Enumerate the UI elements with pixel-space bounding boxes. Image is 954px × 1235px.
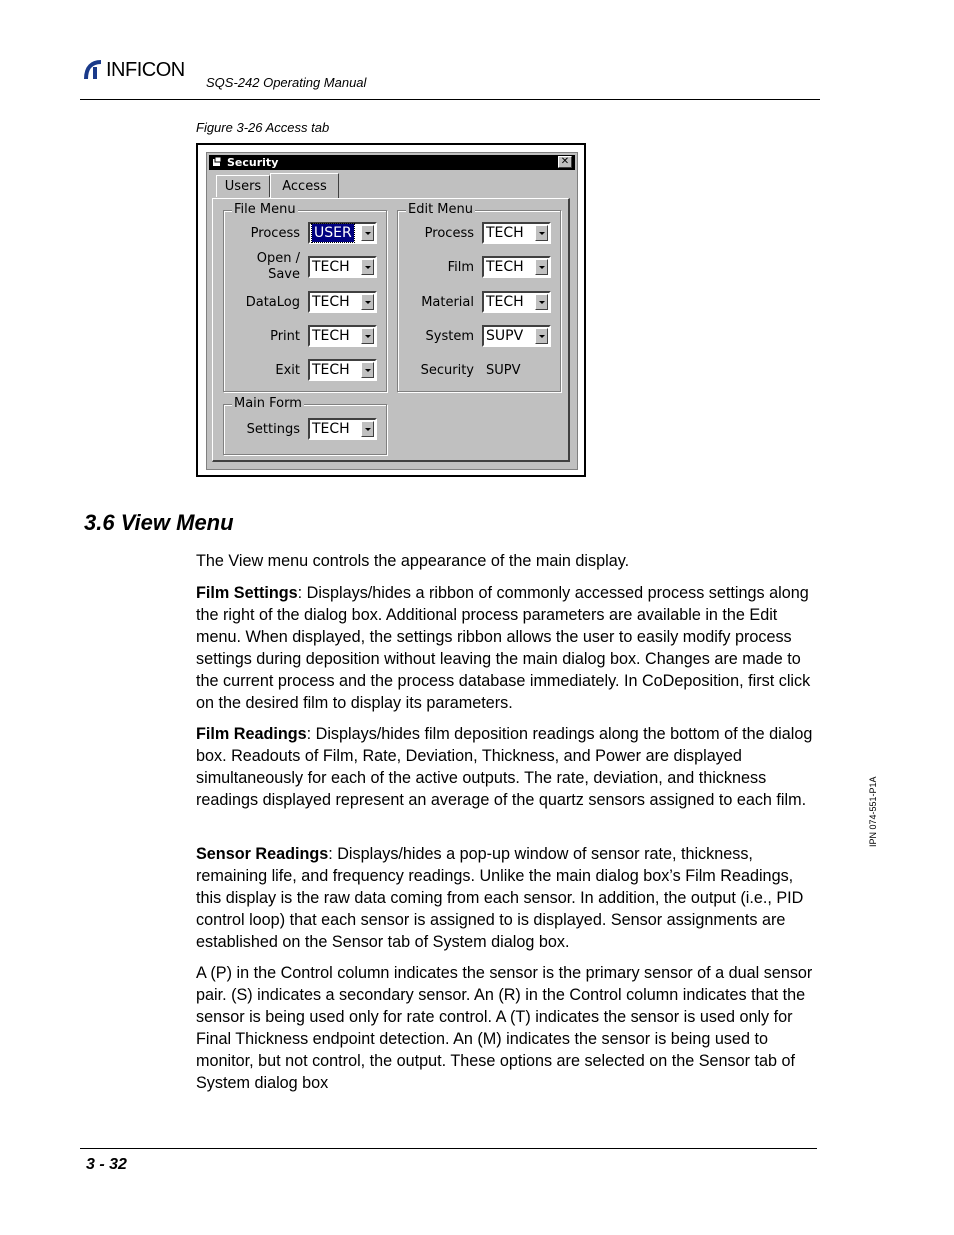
- edit-menu-title: Edit Menu: [408, 202, 473, 217]
- edit-process-select[interactable]: [482, 222, 551, 244]
- file-open-label: Open /: [256, 251, 300, 266]
- file-process-select[interactable]: [308, 222, 377, 244]
- sensor-readings-text: : Displays/hides a pop-up window of sensor rate, thickness, remaining life, and frequency readings. Unlike the main dialog box’s Film Readings, this display is the raw data coming from each sensor. In addition, the output (i.e., PID control loop) that each sensor is assigned to is displayed. Sensor assignments are established on the Sensor tab of System dialog box.: [196, 845, 804, 951]
- chevron-down-icon: [539, 335, 545, 338]
- close-icon: ✕: [560, 156, 570, 167]
- main-settings-select[interactable]: [308, 418, 377, 440]
- chevron-down-icon: [539, 301, 545, 304]
- file-menu-group: [223, 202, 387, 392]
- page-number: 3 - 32: [86, 1156, 127, 1173]
- control-column-paragraph: A (P) in the Control column indicates the sensor is the primary sensor of a dual sensor pair. (S) indicates a secondary sensor. An (R) in the Control column indicates that the sensor is being used only for rate control. A (T) indicates the sensor is used only for Final Thickness endpoint detection. An (M) indicates the sensor is being used to monitor, but not control, the output. These options are selected on the Sensor tab of System dialog box: [196, 964, 813, 1092]
- file-print-dropdown-button[interactable]: [361, 328, 374, 344]
- footer-rule: [80, 1148, 817, 1149]
- tab-access[interactable]: Access: [270, 173, 339, 199]
- file-datalog-label: DataLog: [245, 295, 300, 310]
- section-title: 3.6 View Menu: [84, 510, 234, 535]
- file-open-save-value: TECH: [312, 259, 350, 275]
- file-open-save-dropdown-button[interactable]: [361, 259, 374, 275]
- film-readings-paragraph: [196, 723, 816, 811]
- main-settings-label: Settings: [246, 422, 300, 437]
- edit-system-value: SUPV: [486, 328, 524, 344]
- tab-users[interactable]: Users: [216, 175, 270, 197]
- header-rule: [80, 99, 820, 100]
- edit-film-dropdown-button[interactable]: [535, 259, 548, 275]
- edit-material-dropdown-button[interactable]: [535, 294, 548, 310]
- edit-process-label: Process: [424, 226, 474, 241]
- chevron-down-icon: [539, 232, 545, 235]
- chevron-down-icon: [365, 369, 371, 372]
- inficon-logo-icon: [82, 59, 104, 81]
- manual-title: SQS-242 Operating Manual: [206, 75, 367, 90]
- edit-film-value: TECH: [486, 259, 524, 275]
- logo-text: INFICON: [106, 58, 185, 81]
- chevron-down-icon: [365, 266, 371, 269]
- dialog-title: Security: [227, 156, 279, 169]
- file-datalog-select[interactable]: [308, 291, 377, 313]
- edit-system-select[interactable]: [482, 325, 551, 347]
- film-readings-term: Film Readings: [196, 725, 307, 743]
- film-settings-paragraph: [196, 582, 816, 714]
- edit-system-dropdown-button[interactable]: [535, 328, 548, 344]
- main-settings-dropdown-button[interactable]: [361, 421, 374, 437]
- main-form-title: Main Form: [234, 396, 302, 411]
- file-datalog-value: TECH: [312, 294, 350, 310]
- file-print-value: TECH: [312, 328, 350, 344]
- main-settings-value: TECH: [312, 421, 350, 437]
- file-print-select[interactable]: [308, 325, 377, 347]
- film-settings-term: Film Settings: [196, 584, 298, 602]
- intro-paragraph: The View menu controls the appearance of the main display.: [196, 552, 630, 570]
- file-open-save-select[interactable]: [308, 256, 377, 278]
- edit-process-value: TECH: [486, 225, 524, 241]
- file-save-label: Save: [268, 267, 300, 282]
- main-form-group: [223, 396, 387, 455]
- edit-film-label: Film: [447, 260, 474, 275]
- file-exit-select[interactable]: [308, 359, 377, 381]
- access-tab-panel: [212, 198, 570, 462]
- film-readings-text: : Displays/hides film deposition readings along the bottom of the dialog box. Readouts of Film, Rate, Deviation, Thickness, and Power are displayed simultaneously for each of the active outputs. The rate, deviation, and thickness readings displayed represent an average of the quartz sensors assigned to each film.: [196, 725, 813, 809]
- edit-system-label: System: [425, 329, 474, 344]
- file-exit-label: Exit: [275, 363, 300, 378]
- file-process-label: Process: [250, 226, 300, 241]
- sensor-readings-paragraph: [196, 843, 816, 953]
- chevron-down-icon: [539, 266, 545, 269]
- file-process-value: USER: [314, 225, 352, 241]
- file-menu-title: File Menu: [234, 202, 296, 217]
- edit-film-select[interactable]: [482, 256, 551, 278]
- edit-menu-group: [397, 202, 561, 392]
- file-process-dropdown-button[interactable]: [361, 225, 374, 241]
- chevron-down-icon: [365, 335, 371, 338]
- inficon-logo: [82, 58, 185, 82]
- chevron-down-icon: [365, 428, 371, 431]
- edit-process-dropdown-button[interactable]: [535, 225, 548, 241]
- chevron-down-icon: [365, 232, 371, 235]
- file-exit-dropdown-button[interactable]: [361, 362, 374, 378]
- dialog-titlebar[interactable]: [209, 155, 575, 170]
- security-dialog: [206, 152, 578, 470]
- close-button[interactable]: [558, 156, 572, 168]
- file-exit-value: TECH: [312, 362, 350, 378]
- chevron-down-icon: [365, 301, 371, 304]
- edit-security-label: Security: [420, 363, 474, 378]
- sensor-readings-term: Sensor Readings: [196, 845, 329, 863]
- edit-security-value: SUPV: [486, 363, 521, 378]
- film-settings-text: : Displays/hides a ribbon of commonly accessed process settings along the right of the dialog box. Additional process parameters are available in the Edit menu. When displayed, the settings ribbon allows the user to easily modify process settings during deposition without leaving the main dialog box. Changes are made to the current process and the process database immediately. In CoDeposition, first click on the desired film to display its parameters.: [196, 584, 811, 712]
- edit-material-value: TECH: [486, 294, 524, 310]
- side-document-code: IPN 074-551-P1A: [868, 776, 878, 847]
- figure-caption: Figure 3-26 Access tab: [196, 120, 330, 135]
- file-print-label: Print: [270, 329, 300, 344]
- file-datalog-dropdown-button[interactable]: [361, 294, 374, 310]
- security-app-icon: [213, 157, 223, 167]
- edit-material-select[interactable]: [482, 291, 551, 313]
- edit-material-label: Material: [421, 295, 474, 310]
